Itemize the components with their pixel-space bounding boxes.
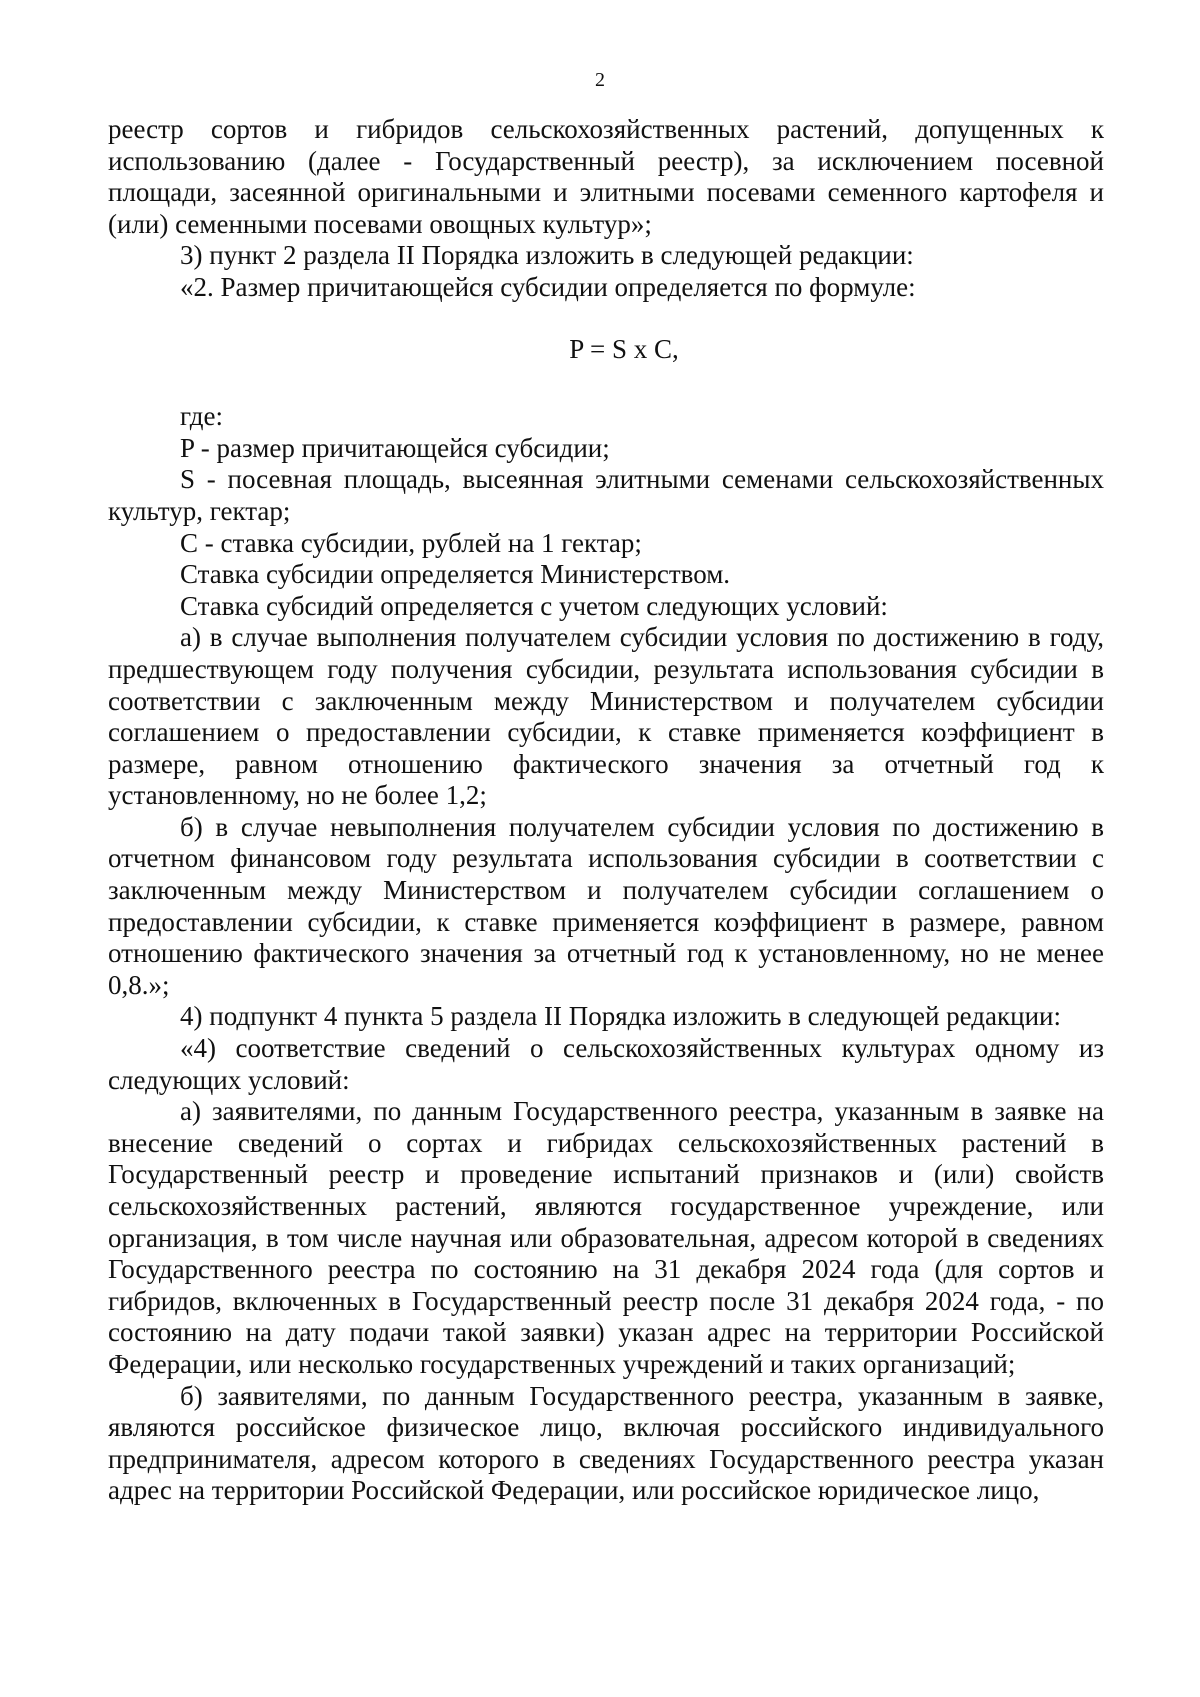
page-number: 2 <box>595 69 605 91</box>
subcondition-b: б) заявителями, по данным Государственного реестра, указанным в заявке, являются российское физическое лицо, включая российского индивидуального предпринимателя, адресом которого в сведениях Государственного реестра указан адрес на территории Российской Федерации, или российское юридическое лицо, <box>108 1380 1104 1506</box>
definition-c: C - ставка субсидии, рублей на 1 гектар; <box>180 527 642 558</box>
subcondition-a: а) заявителями, по данным Государственного реестра, указанным в заявке на внесение сведений о сортах и гибридах сельскохозяйственных растений в Государственный реестр и проведение испытаний признаков и (или) свойств сельскохозяйственных растений, являются государственное учреждение, или организация, в том числе научная или образовательная, адресом которой в сведениях Государственного реестра по состоянию на 31 декабря 2024 года (для сортов и гибридов, включенных в Государственный реестр после 31 декабря 2024 года, - по состоянию на дату подачи такой заявки) указан адрес на территории Российской Федерации, или несколько государственных учреждений и таких организаций; <box>108 1096 1104 1379</box>
paragraph-continuation: реестр сортов и гибридов сельскохозяйственных растений, допущенных к использованию (далее - Государственный реестр), за исключением посевной площади, засеянной оригинальными и элитными посевами семенного картофеля и (или) семенными посевами овощных культур»; <box>108 114 1104 239</box>
condition-a: а) в случае выполнения получателем субсидии условия по достижению в году, предшествующем году получения субсидии, результата использования субсидии в соответствии с заключенным между Министерством и получателем субсидии соглашением о предоставлении субсидии, к ставке применяется коэффициент в размере, равном отношению фактического значения за отчетный год к установленному, но не более 1,2; <box>108 622 1104 811</box>
paragraph-item-3: 3) пункт 2 раздела II Порядка изложить в следующей редакции: <box>180 240 914 271</box>
definition-p: P - размер причитающейся субсидии; <box>180 432 610 463</box>
paragraph-where: где: <box>180 401 223 432</box>
formula: P = S x C, <box>569 333 679 364</box>
document-body <box>108 114 1104 1507</box>
paragraph-item-4: 4) подпункт 4 пункта 5 раздела II Порядка изложить в следующей редакции: <box>180 1001 1061 1032</box>
condition-b: б) в случае невыполнения получателем субсидии условия по достижению в отчетном финансовом году результата использования субсидии в соответствии с заключенным между Министерством и получателем субсидии соглашением о предоставлении субсидии, к ставке применяется коэффициент в размере, равном отношению фактического значения за отчетный год к установленному, но не менее 0,8.»; <box>108 811 1104 1000</box>
paragraph-subclause-4: «4) соответствие сведений о сельскохозяйственных культурах одному из следующих условий: <box>108 1033 1104 1095</box>
paragraph-rate-conditions: Ставка субсидий определяется с учетом следующих условий: <box>180 590 888 621</box>
definition-s: S - посевная площадь, высеянная элитными семенами сельскохозяйственных культур, гектар; <box>108 464 1104 526</box>
paragraph-clause-2: «2. Размер причитающейся субсидии определяется по формуле: <box>180 271 916 302</box>
paragraph-rate-ministry: Ставка субсидии определяется Министерством. <box>180 559 731 590</box>
